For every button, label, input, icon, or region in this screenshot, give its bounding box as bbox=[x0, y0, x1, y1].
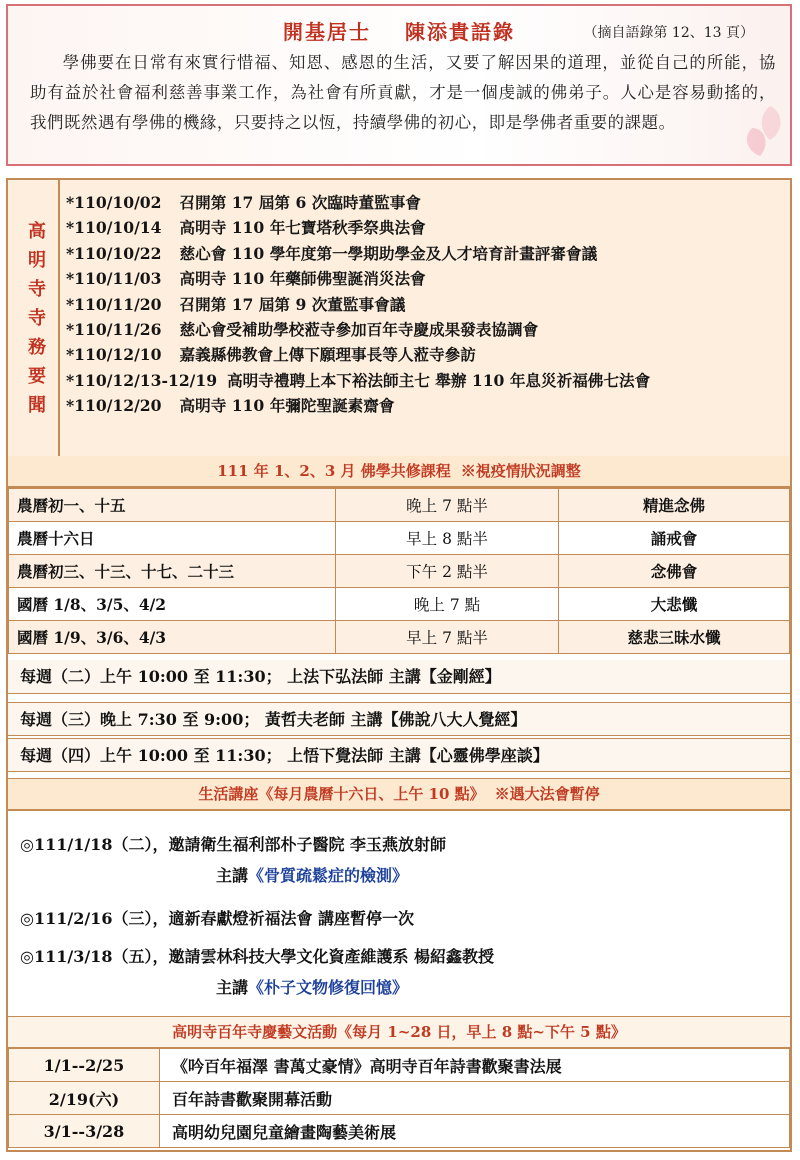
lectures-header bbox=[8, 778, 790, 811]
lectures-note: ※遇大法會暫停 bbox=[494, 785, 600, 803]
lecture-line: ◎111/1/18（二），邀請衛生福利部朴子醫院 李玉燕放射師 bbox=[20, 835, 447, 854]
course-time: 晚上 7 點 bbox=[336, 588, 559, 621]
lecture-topic: 《骨質疏鬆症的檢測》 bbox=[248, 866, 409, 885]
table-row bbox=[9, 621, 790, 654]
lecture-item bbox=[20, 906, 784, 929]
news-label-char: 寺 bbox=[28, 278, 46, 300]
courses-header bbox=[8, 456, 790, 488]
course-activity: 大悲懺 bbox=[559, 588, 790, 621]
table-row bbox=[9, 588, 790, 621]
courses-note: ※視疫情狀況調整 bbox=[460, 462, 581, 480]
quote-source: （摘自語錄第 12、13 頁） bbox=[583, 25, 754, 41]
news-item: *110/10/22 慈心會 110 學年度第一學期助學金及人才培育計畫評審會議 bbox=[66, 243, 598, 263]
course-activity: 念佛會 bbox=[559, 555, 790, 588]
news-label-char: 務 bbox=[28, 336, 46, 358]
table-row bbox=[9, 1115, 790, 1148]
flower-decoration-icon bbox=[740, 102, 786, 160]
quote-box bbox=[6, 4, 792, 166]
news-item: *110/12/20 高明寺 110 年彌陀聖誕素齋會 bbox=[66, 396, 395, 416]
quote-title-main: 陳添貴語錄 bbox=[405, 20, 515, 44]
news-label-char: 要 bbox=[28, 365, 46, 387]
lecture-sub: 主講《朴子文物修復回憶》 bbox=[216, 978, 409, 997]
lecture-item bbox=[20, 832, 784, 886]
table-row bbox=[9, 522, 790, 555]
course-time: 晚上 7 點半 bbox=[336, 489, 559, 522]
weekly-class-thursday: 每週（四）上午 10:00 至 11:30； 上悟下覺法師 主講【心靈佛學座談】 bbox=[8, 738, 790, 772]
courses-table bbox=[8, 488, 790, 654]
table-row bbox=[9, 489, 790, 522]
lectures-title: 生活講座《每月農曆十六日、上午 10 點》 bbox=[198, 785, 485, 803]
lecture-topic: 《朴子文物修復回憶》 bbox=[248, 978, 409, 997]
table-row bbox=[9, 1082, 790, 1115]
news-label-char: 高 bbox=[28, 220, 46, 242]
course-day: 農曆初一、十五 bbox=[9, 489, 336, 522]
table-row bbox=[9, 1049, 790, 1082]
course-activity: 精進念佛 bbox=[559, 489, 790, 522]
news-item: *110/10/02 召開第 17 屆第 6 次臨時董監事會 bbox=[66, 193, 421, 212]
arts-header bbox=[8, 1016, 790, 1049]
news-item: *110/11/26 慈心會受補助學校蒞寺參加百年寺慶成果發表協調會 bbox=[66, 319, 539, 339]
course-activity: 誦戒會 bbox=[559, 522, 790, 555]
arts-event: 百年詩書歡聚開幕活動 bbox=[160, 1082, 790, 1115]
weekly-class-tuesday: 每週（二）上午 10:00 至 11:30； 上法下弘法師 主講【金剛經】 bbox=[8, 660, 790, 694]
table-row bbox=[9, 555, 790, 588]
arts-date: 3/1--3/28 bbox=[9, 1115, 160, 1148]
lecture-sub: 主講《骨質疏鬆症的檢測》 bbox=[216, 866, 409, 885]
news-item: *110/12/13-12/19 高明寺禮聘上本下裕法師主七 舉辦 110 年息災祈福佛七法會 bbox=[66, 370, 651, 390]
course-day: 國曆 1/8、3/5、4/2 bbox=[9, 588, 336, 621]
arts-event: 《吟百年福澤 書萬丈豪情》高明寺百年詩書歡聚書法展 bbox=[160, 1049, 790, 1082]
main-panel bbox=[6, 178, 792, 1152]
lecture-line: ◎111/3/18（五），邀請雲林科技大學文化資產維護系 楊紹鑫教授 bbox=[20, 947, 495, 966]
quote-title-name: 開基居士 bbox=[283, 20, 371, 44]
temple-news-label bbox=[16, 180, 60, 456]
arts-table bbox=[8, 1048, 790, 1148]
quote-body: 學佛要在日常有來實行惜福、知恩、感恩的生活，又要了解因果的道理，並從自己的所能，協助有益於社會福利慈善事業工作，為社會有所貢獻，才是一個虔誠的佛弟子。人心是容易動搖的，我們既然遇有學佛的機緣，只要持之以恆，持續學佛的初心，即是學佛者重要的課題。 bbox=[30, 53, 776, 132]
news-label-char: 聞 bbox=[28, 394, 46, 416]
quote-title-row bbox=[8, 16, 790, 46]
weekly-class-wednesday: 每週（三）晚上 7:30 至 9:00； 黃哲夫老師 主講【佛說八大人覺經】 bbox=[8, 702, 790, 736]
course-day: 農曆初三、十三、十七、二十三 bbox=[9, 555, 336, 588]
courses-title: 111 年 1、2、3 月 佛學共修課程 bbox=[217, 462, 451, 480]
news-item: *110/11/03 高明寺 110 年藥師佛聖誕消災法會 bbox=[66, 269, 426, 289]
news-list bbox=[66, 191, 786, 420]
news-item: *110/10/14 高明寺 110 年七寶塔秋季祭典法會 bbox=[66, 218, 426, 238]
temple-news-section bbox=[8, 180, 790, 458]
course-day: 農曆十六日 bbox=[9, 522, 336, 555]
course-time: 下午 2 點半 bbox=[336, 555, 559, 588]
arts-event: 高明幼兒園兒童繪畫陶藝美術展 bbox=[160, 1115, 790, 1148]
arts-date: 2/19(六) bbox=[9, 1082, 160, 1115]
arts-title: 高明寺百年寺慶藝文活動《每月 1~28 日，早上 8 點~下午 5 點》 bbox=[172, 1023, 626, 1041]
news-item: *110/12/10 嘉義縣佛教會上傳下願理事長等人蒞寺參訪 bbox=[66, 345, 476, 365]
news-label-char: 明 bbox=[28, 249, 46, 271]
course-time: 早上 7 點半 bbox=[336, 621, 559, 654]
lecture-item bbox=[20, 944, 784, 998]
news-item: *110/11/20 召開第 17 屆第 9 次董監事會議 bbox=[66, 294, 406, 314]
news-label-char: 寺 bbox=[28, 307, 46, 329]
arts-date: 1/1--2/25 bbox=[9, 1049, 160, 1082]
course-day: 國曆 1/9、3/6、4/3 bbox=[9, 621, 336, 654]
course-activity: 慈悲三昧水懺 bbox=[559, 621, 790, 654]
lecture-line: ◎111/2/16（三），適新春獻燈祈福法會 講座暫停一次 bbox=[20, 909, 415, 928]
course-time: 早上 8 點半 bbox=[336, 522, 559, 555]
